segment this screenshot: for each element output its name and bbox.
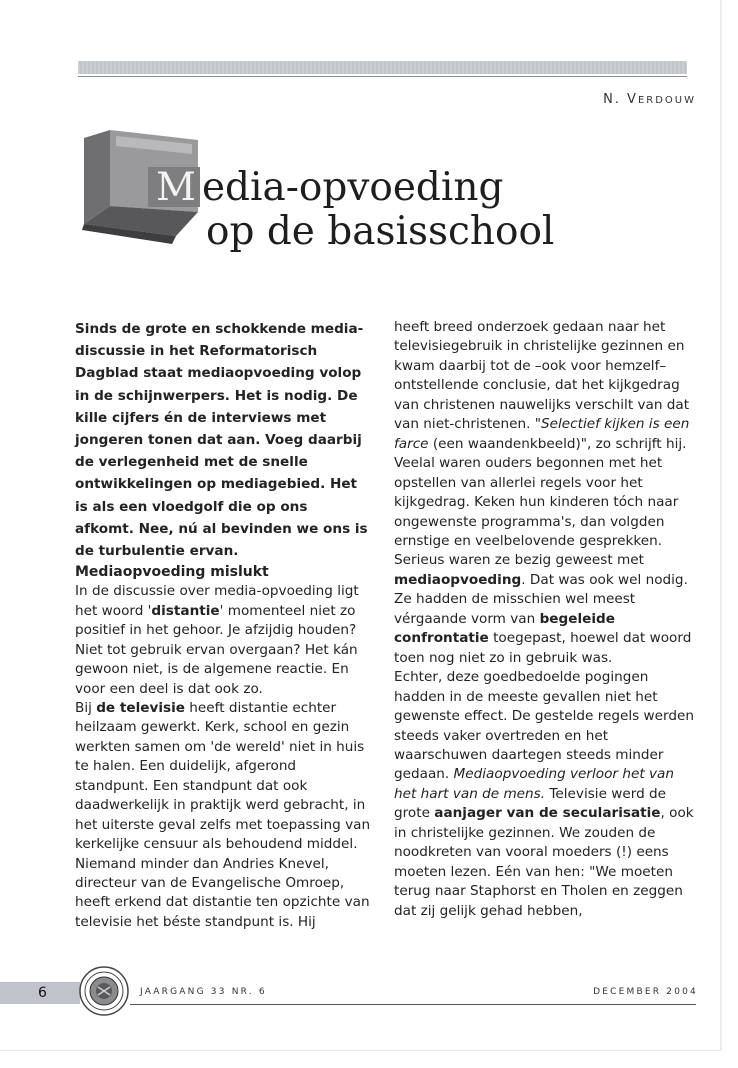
title-dropcap: M: [148, 167, 200, 207]
article-title: [148, 166, 554, 254]
bold-term: aanjager van de secularisatie: [434, 805, 661, 822]
title-line-1: [148, 166, 554, 210]
italic-quote: Selectief kijken is een farce: [394, 416, 690, 452]
top-rule: [78, 61, 687, 74]
text-run: Echter, deze goedbedoelde pogingen hadden in de meeste gevallen niet het gewenste effect. De gestelde regels werden steeds vaker overtreden en het waarschuwen daartegen steeds minder gedaan.: [394, 669, 694, 783]
text-run: Bij: [75, 699, 97, 716]
paragraph: [75, 699, 371, 932]
author-name: [603, 92, 696, 107]
text-run: (een waandenkbeeld)", zo schrijft hij.: [428, 435, 687, 452]
issue-date: DECEMBER 2004: [593, 987, 698, 997]
bottom-edge: [0, 1050, 722, 1051]
text-run: heeft breed onderzoek gedaan naar het televisiegebruik in christelijke gezinnen en kwam daarbij tot de –ook voor hemzelf– ontstellende conclusie, dat het kijkgedrag van christenen nauwelijks verschilt van dat van niet-christenen. ": [394, 319, 690, 433]
paragraph: [394, 454, 694, 668]
title-line-2: op de basisschool: [206, 209, 555, 254]
issue-label: JAARGANG 33 NR. 6: [140, 987, 267, 997]
text-run: , ook in christelijke gezinnen. We zouden de noodkreten van vooral moeders (!) eens moeten lezen. Eén van hen: "We moeten terug naar Staphorst en Tholen en zeggen dat zij gelijk gehad hebben,: [394, 805, 694, 919]
top-rule-line: [78, 76, 687, 77]
bold-term: de televisie: [96, 699, 185, 716]
seal-icon: [78, 965, 130, 1017]
text-run: . Dat was ook wel nodig. Ze hadden de misschien wel meest vérgaande vorm van: [394, 571, 688, 627]
text-run: toegepast, hoewel dat woord toen nog niet zo in gebruik was.: [394, 630, 692, 666]
text-run: ' momenteel niet zo positief in het gehoor. Je afzijdig houden? Niet tot gebruik ervan overgaan? Het kán gewoon niet, is de algemene reactie. En voor een deel is dat ook zo.: [75, 602, 358, 697]
author-initial: N. V: [603, 92, 638, 107]
text-run: heeft distantie echter heilzaam gewerkt. Kerk, school en gezin werkten samen om 'de wereld' niet in huis te halen. Een duidelijk, afgerond standpunt. Een standpunt dat ook daadwerkelijk in praktijk werd gebracht, in het uiterste geval zelfs met toepassing van kerkelijke censuur als behoudend middel. Niemand minder dan Andries Knevel, directeur van de Evangelische Omroep, heeft erkend dat distantie ten opzichte van televisie het béste standpunt is. Hij: [75, 699, 371, 930]
bold-term: begeleide confrontatie: [394, 610, 615, 647]
section-heading: Mediaopvoeding mislukt: [75, 564, 269, 581]
text-run: Veelal waren ouders begonnen met het opstellen van allerlei regels voor het kijkgedrag. Keken hun kinderen tóch naar ongewenste programma's, dan volgden ernstige en veelbelovende gesprekken. Serieus waren ze bezig geweest met: [394, 455, 679, 569]
intro-paragraph: Sinds de grote en schokkende media-discussie in het Reformatorisch Dagblad staat mediaopvoeding volop in de schijnwerpers. Het is nodig. De kille cijfers én de interviews met jongeren tonen dat aan. Voeg daarbij de verlegenheid met de snelle ontwikkelingen op mediagebied. Het is als een vloedgolf die op ons afkomt. Nee, nú al bevinden we ons is de turbulentie ervan.: [75, 321, 368, 560]
right-column: [394, 318, 694, 921]
paragraph: [394, 318, 694, 454]
footer-line: [130, 1004, 696, 1005]
paragraph: [75, 582, 371, 699]
bold-term: mediaopvoeding: [394, 571, 522, 588]
left-column: [75, 318, 371, 932]
page-edge: [720, 0, 722, 1050]
page-number: 6: [38, 985, 47, 1001]
author-rest: ERDOUW: [637, 95, 696, 106]
bold-term: distantie: [151, 602, 220, 619]
title-line-1-text: edia-opvoeding: [201, 165, 504, 210]
text-run: Televisie werd de grote: [394, 785, 667, 822]
text-run: In de discussie over media-opvoeding ligt het woord ': [75, 583, 359, 619]
italic-sentence: Mediaopvoeding verloor het van het hart van de mens.: [394, 766, 674, 802]
paragraph: [394, 668, 694, 921]
